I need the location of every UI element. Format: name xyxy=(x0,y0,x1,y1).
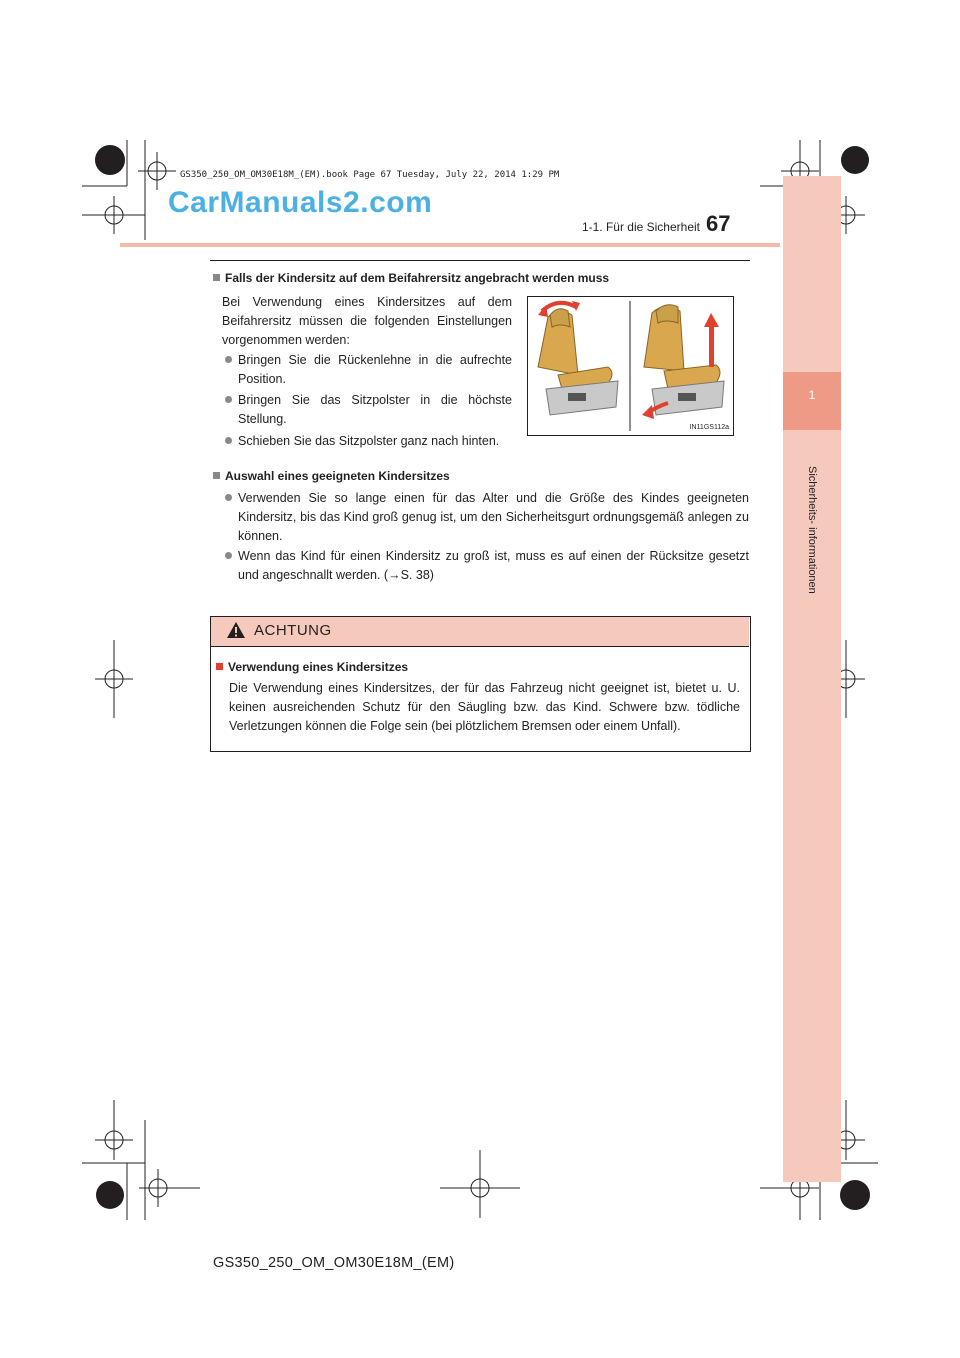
circle-bullet-icon xyxy=(225,494,232,501)
warning-heading: Verwendung eines Kindersitzes xyxy=(216,660,408,674)
chapter-sidebar-label: Sicherheits- informationen xyxy=(806,466,818,594)
warning-text: Die Verwendung eines Kindersitzes, der für das Fahrzeug nicht geeignet ist, bietet u. U. keinen ausreichenden Schutz für den Säugling bzw. das Kind. Schwere bzw. tödliche Verletzungen können die Folge sein (bei plötzlichem Bremsen oder einem Unfall). xyxy=(229,681,740,733)
chapter-tab-number: 1 xyxy=(808,388,816,402)
seat-adjustment-figure xyxy=(527,296,734,436)
book-info-line: GS350_250_OM_OM30E18M_(EM).book Page 67 Tuesday, July 22, 2014 1:29 PM xyxy=(180,170,560,180)
seat-left-icon xyxy=(538,301,618,415)
seat-illustration xyxy=(528,297,733,435)
header-rule xyxy=(210,260,750,261)
list-item: Bringen Sie das Sitzpolster in die höchste Stellung. xyxy=(238,391,512,429)
watermark-text: CarManuals2.com xyxy=(168,186,433,219)
section-heading-passenger-seat: Falls der Kindersitz auf dem Beifahrersitz angebracht werden muss xyxy=(213,271,609,285)
warning-triangle-icon xyxy=(226,621,246,639)
circle-bullet-icon xyxy=(225,437,232,444)
chapter-sidebar xyxy=(783,176,841,1182)
square-bullet-icon xyxy=(213,472,220,479)
list-item: Wenn das Kind für einen Kindersitz zu groß ist, muss es auf einen der Rücksitze gesetzt und angeschnallt werden. (→S. 38) xyxy=(238,547,749,585)
warning-title: ACHTUNG xyxy=(254,622,332,639)
circle-bullet-icon xyxy=(225,396,232,403)
seat-right-icon xyxy=(642,305,724,419)
section-header: 1-1. Für die Sicherheit xyxy=(581,220,700,234)
square-bullet-icon xyxy=(213,274,220,281)
list-item: Verwenden Sie so lange einen für das Alter und die Größe des Kindes geeigneten Kindersitz, bis das Kind groß genug ist, um den Sicherheitsgurt ordnungsgemäß anlegen zu können. xyxy=(238,489,749,546)
intro-paragraph: Bei Verwendung eines Kindersitzes auf dem Beifahrersitz müssen die folgenden Einstellungen vorgenommen werden: xyxy=(222,295,512,347)
footer-code: GS350_250_OM_OM30E18M_(EM) xyxy=(213,1255,455,1271)
list-item: Schieben Sie das Sitzpolster ganz nach hinten. xyxy=(238,432,512,451)
section-heading-choice: Auswahl eines geeigneten Kindersitzes xyxy=(213,469,450,483)
square-bullet-icon xyxy=(216,663,223,670)
list-item: Bringen Sie die Rückenlehne in die aufrechte Position. xyxy=(238,351,512,389)
figure-code: IN11GS112a xyxy=(689,424,729,431)
page-number: 67 xyxy=(706,211,731,236)
circle-bullet-icon xyxy=(225,552,232,559)
header-band xyxy=(120,243,780,247)
circle-bullet-icon xyxy=(225,356,232,363)
